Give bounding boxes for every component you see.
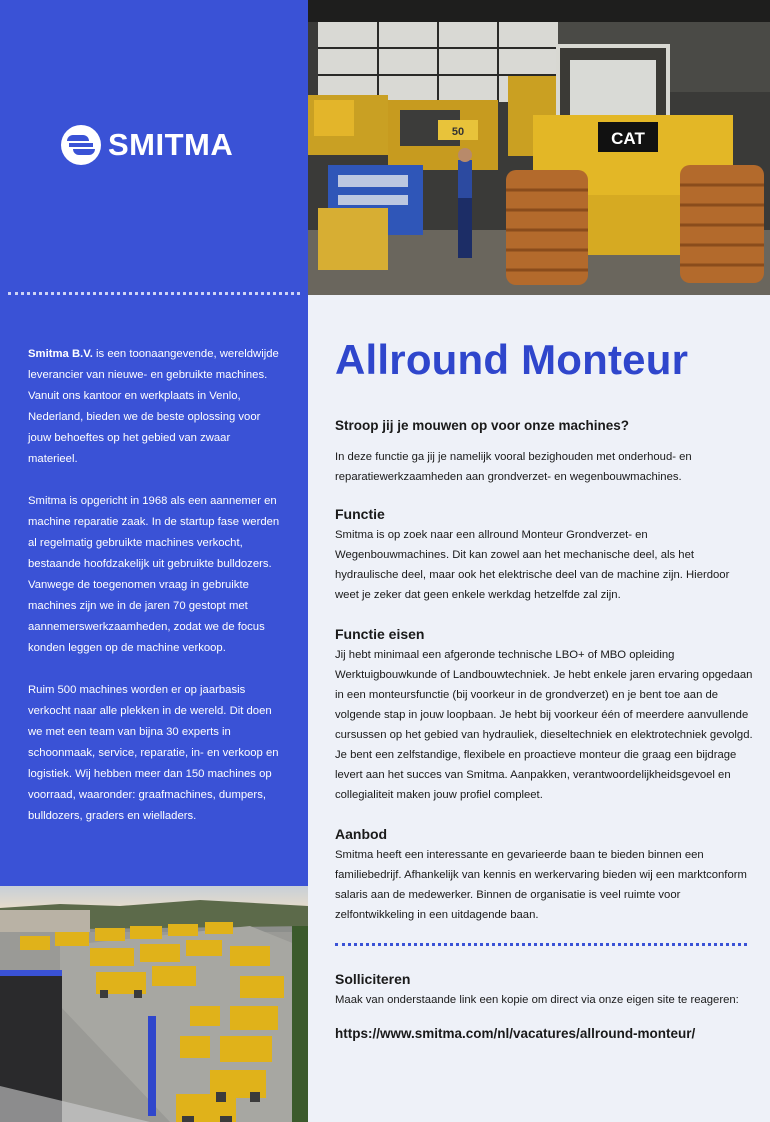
- company-intro: [28, 344, 280, 848]
- intro-paragraph-3: Ruim 500 machines worden er op jaarbasis verkocht naar alle plekken in de wereld. Dit doen we met een team van bijna 30 experts in schoonmaak, service, reparatie, in- en verkoop en logistiek. Wij hebben meer dan 150 machines op voorraad, waaronder: graafmachines, dumpers, bulldozers, graders en wielladers.: [28, 684, 279, 822]
- dotted-divider: [335, 943, 747, 946]
- job-content: [335, 330, 755, 1041]
- apply-link[interactable]: https://www.smitma.com/nl/vacatures/allround-monteur/: [335, 1026, 696, 1041]
- lead-heading: Stroop jij je mouwen op voor onze machines?: [335, 418, 630, 433]
- machine-plate-number: 50: [451, 126, 465, 138]
- left-column: [0, 0, 308, 1122]
- section-heading-aanbod: Aanbod: [335, 826, 388, 842]
- intro-paragraph-1: [28, 344, 280, 470]
- company-name: Smitma B.V.: [28, 348, 93, 360]
- intro-paragraph-2: Smitma is opgericht in 1968 als een aannemer en machine reparatie zaak. In de startup fase werden al regelmatig gebruikte machines verkocht, bestaande hoofdzakelijk uit gebruikte bulldozers. Vanwege de toegenomen vraag in gebruikte machines zijn we in de jaren 70 gestopt met aannemerswerkzaamheden, zodat we de focus konden leggen op de machine verkoop.: [28, 495, 280, 654]
- job-title: Allround Monteur: [335, 336, 689, 383]
- smitma-logo-icon: [60, 124, 102, 166]
- section-text-aanbod: Smitma heeft een interessante en gevarieerde baan te bieden binnen een familiebedrijf. Afhankelijk van kennis en werkervaring bieden wij een marktconform salaris aan de medewerker. Binnen de organisatie is veel ruimte voor zelfontwikkeling in een uitdagende baan.: [335, 849, 747, 921]
- lead-text: In deze functie ga jij je namelijk vooral bezighouden met onderhoud- en reparatiewerkzaamheden aan grondverzet- en wegenbouwmachines.: [335, 451, 692, 483]
- section-heading-functie-eisen: Functie eisen: [335, 626, 425, 642]
- section-text-functie: Smitma is op zoek naar een allround Monteur Grondverzet- en Wegenbouwmachines. Dit kan zowel aan het mechanische deel, als het hydraulische deel, maar ook het elektrische deel van de machine zijn. Hierdoor weet je zeker dat geen enkele werkdag hetzelfde zal zijn.: [335, 529, 730, 601]
- apply-heading: Solliciteren: [335, 971, 411, 987]
- cat-badge: CAT: [611, 129, 645, 148]
- machine-yard-photo: [0, 886, 308, 1122]
- workshop-photo: [308, 0, 770, 295]
- dotted-divider: [8, 292, 300, 295]
- apply-text: Maak van onderstaande link een kopie om direct via onze eigen site te reageren:: [335, 994, 739, 1006]
- logo-wordmark: SMITMA: [108, 127, 234, 162]
- section-heading-functie: Functie: [335, 506, 385, 522]
- section-text-functie-eisen: Jij hebt minimaal een afgeronde technische LBO+ of MBO opleiding Werktuigbouwkunde of Landbouwtechniek. Je hebt enkele jaren ervaring opgedaan in een monteursfunctie (bij voorkeur in de grondverzet) en je bent toe aan de volgende stap in jouw loopbaan. Je hebt bij voorkeur één of meerdere aanvullende cursussen op het gebied van hydrauliek, dieseltechniek en elektrotechniek gevolgd. Je bent een zelfstandige, flexibele en proactieve monteur die graag een bijdrage levert aan het succes van Smitma. Aanpakken, verantwoordelijkheidsgevoel en collegialiteit maken jouw profiel compleet.: [335, 649, 753, 801]
- intro-text-1: is een toonaangevende, wereldwijde leverancier van nieuwe- en gebruikte machines. Vanuit ons kantoor en werkplaats in Venlo, Nederland, bieden we de beste oplossing voor jouw behoeftes op het gebied van zwaar materieel.: [28, 348, 279, 465]
- smitma-logo: [60, 124, 233, 166]
